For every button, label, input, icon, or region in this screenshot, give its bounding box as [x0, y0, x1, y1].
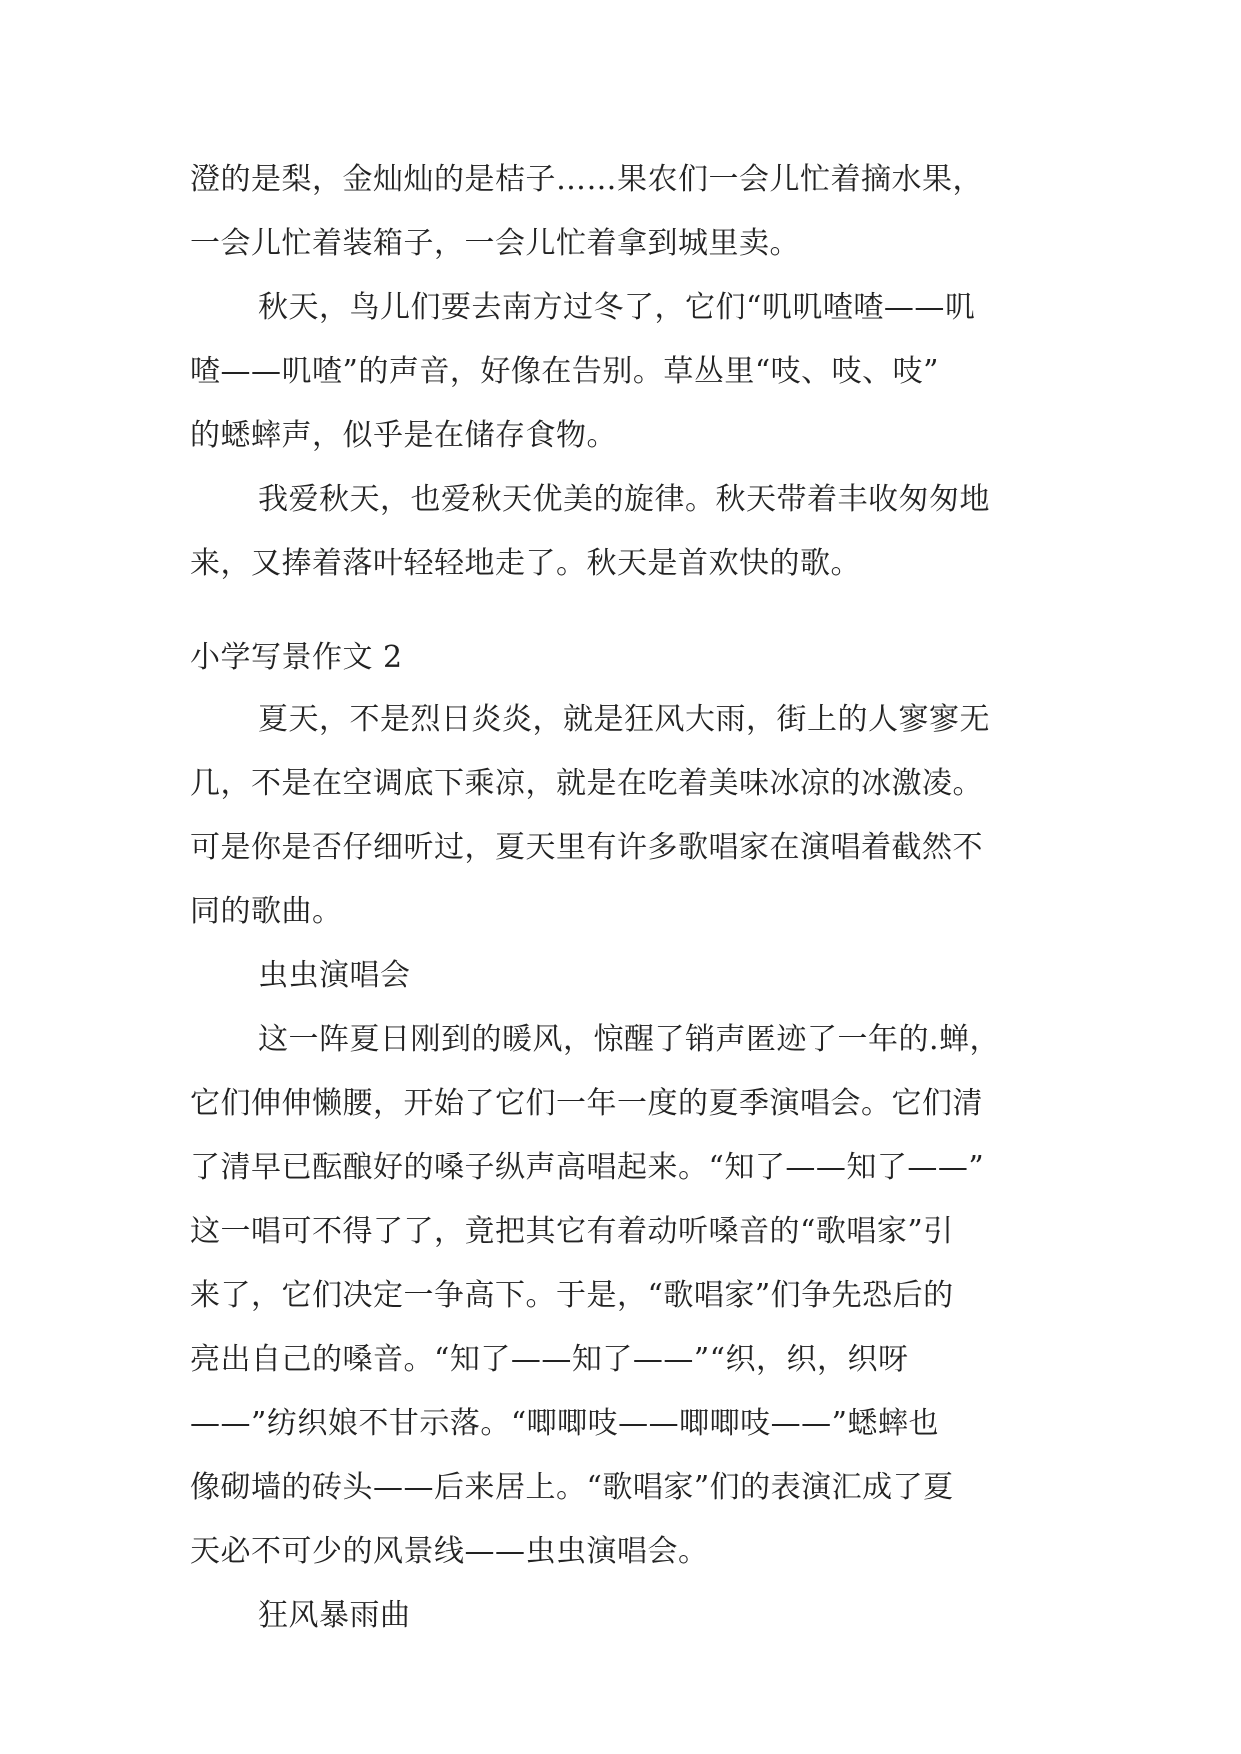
paragraph-line: 这一阵夏日刚到的暖风，惊醒了销声匿迹了一年的.蝉， [258, 1022, 1001, 1057]
text-line: 来，又捧着落叶轻轻地走了。秋天是首欢快的歌。 [190, 546, 861, 581]
text-line: 一会儿忙着装箱子，一会儿忙着拿到城里卖。 [190, 226, 800, 261]
text-line: 了清早已酝酿好的嗓子纵声高唱起来。“知了——知了——” [190, 1150, 985, 1185]
text-line: ——”纺织娘不甘示落。“唧唧吱——唧唧吱——”蟋蟀也 [190, 1406, 940, 1441]
text-line: 几，不是在空调底下乘凉，就是在吃着美味冰凉的冰激凌。 [190, 766, 983, 801]
text-line: 喳——叽喳”的声音，好像在告别。草丛里“吱、吱、吱” [190, 354, 940, 389]
subheading: 虫虫演唱会 [258, 958, 411, 993]
section-title: 小学写景作文 2 [190, 640, 403, 675]
text-line: 这一唱可不得了了，竟把其它有着动听嗓音的“歌唱家”引 [190, 1214, 954, 1249]
text-line: 同的歌曲。 [190, 894, 343, 929]
text-line: 来了，它们决定一争高下。于是，“歌唱家”们争先恐后的 [190, 1278, 954, 1313]
text-line: 可是你是否仔细听过，夏天里有许多歌唱家在演唱着截然不 [190, 830, 983, 865]
subheading: 狂风暴雨曲 [258, 1598, 411, 1633]
text-line: 像砌墙的砖头——后来居上。“歌唱家”们的表演汇成了夏 [190, 1470, 954, 1505]
paragraph-line: 夏天，不是烈日炎炎，就是狂风大雨，街上的人寥寥无 [258, 702, 990, 737]
text-line: 它们伸伸懒腰，开始了它们一年一度的夏季演唱会。它们清 [190, 1086, 983, 1121]
text-line: 澄的是梨，金灿灿的是桔子……果农们一会儿忙着摘水果， [190, 162, 983, 197]
text-line: 天必不可少的风景线——虫虫演唱会。 [190, 1534, 709, 1569]
text-line: 的蟋蟀声，似乎是在储存食物。 [190, 418, 617, 453]
text-line: 亮出自己的嗓音。“知了——知了——”“织，织，织呀 [190, 1342, 909, 1377]
paragraph-line: 秋天，鸟儿们要去南方过冬了，它们“叽叽喳喳——叽 [258, 290, 976, 325]
paragraph-line: 我爱秋天，也爱秋天优美的旋律。秋天带着丰收匆匆地 [258, 482, 990, 517]
